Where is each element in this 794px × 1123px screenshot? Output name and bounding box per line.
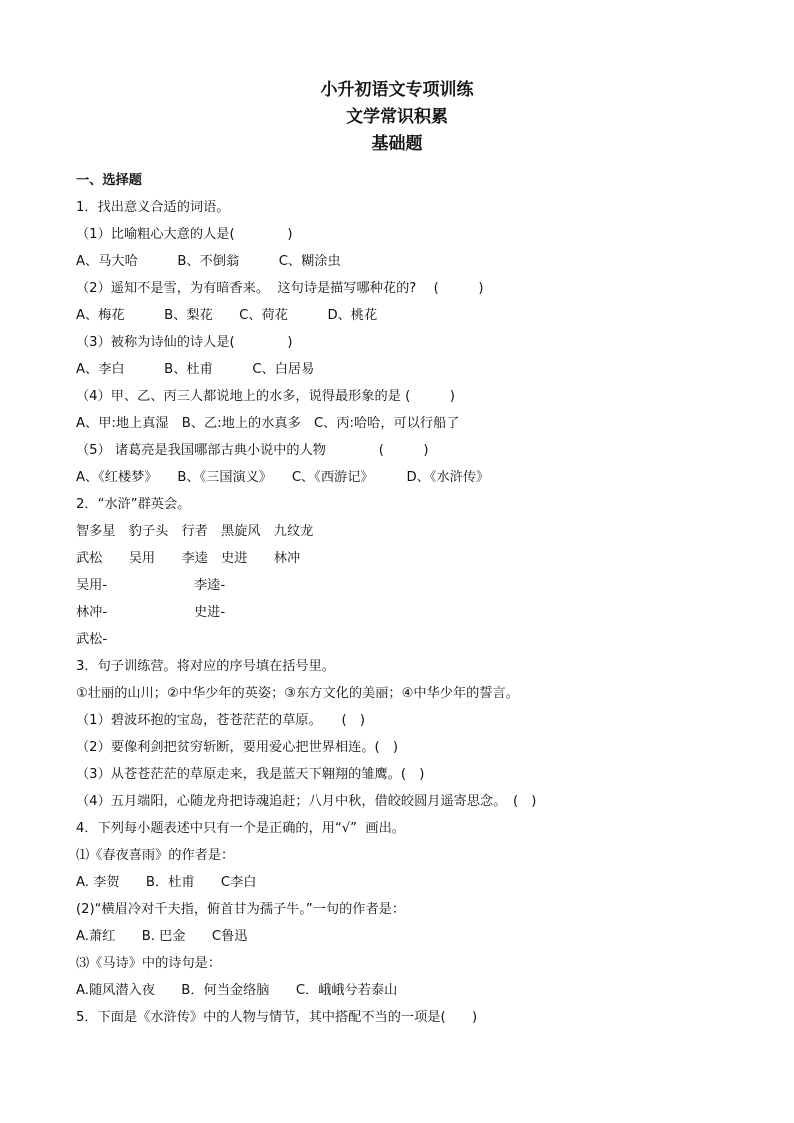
nickname-list: 智多星 豹子头 行者 黑旋风 九纹龙	[76, 524, 314, 539]
answer-options: A、《红楼梦》 B、《三国演义》 C、《西游记》 D、《水浒传》	[76, 470, 490, 485]
document-title: 小升初语文专项训练	[320, 80, 474, 100]
answer-options: A、马大哈 B、不倒翁 C、糊涂虫	[76, 254, 341, 269]
sub-question: （3）从苍苍茫茫的草原走来，我是蓝天下翱翔的雏鹰。( )	[76, 767, 425, 782]
match-item: 吴用-	[76, 578, 108, 593]
match-item: 李逵-	[194, 578, 226, 593]
sub-question: （2）遥知不是雪，为有暗香来。 这句诗是描写哪种花的? ( )	[76, 281, 484, 296]
sub-question: （3）被称为诗仙的诗人是( )	[76, 335, 293, 350]
sub-question: （5） 诸葛亮是我国哪部古典小说中的人物 ( )	[76, 443, 429, 458]
match-item: 武松-	[76, 632, 108, 647]
question-4: 4．下列每小题表述中只有一个是正确的，用“√” 画出。	[76, 821, 405, 836]
sub-question: ⑴《春夜喜雨》的作者是：	[76, 848, 235, 863]
answer-options: A、梅花 B、梨花 C、荷花 D、桃花	[76, 308, 378, 323]
choice-key: ①壮丽的山川；②中华少年的英姿；③东方文化的美丽；④中华少年的誓言。	[76, 686, 519, 701]
answer-options: A. 李贺 B．杜甫 C李白	[76, 875, 257, 890]
question-3: 3．句子训练营。将对应的序号填在括号里。	[76, 659, 335, 674]
question-5: 5．下面是《水浒传》中的人物与情节，其中搭配不当的一项是( )	[76, 1010, 478, 1025]
sub-question: (2)“横眉冷对千夫指，俯首甘为孺子牛。”一句的作者是：	[76, 902, 406, 917]
sub-question: ⑶《马诗》中的诗句是：	[76, 956, 222, 971]
question-2: 2．“水浒”群英会。	[76, 497, 191, 512]
answer-options: A.萧红 B. 巴金 C鲁迅	[76, 929, 248, 944]
answer-options: A、甲:地上真湿 B、乙:地上的水真多 C、丙:哈哈，可以行船了	[76, 416, 460, 431]
match-item: 史进-	[194, 605, 226, 620]
character-list: 武松 吴用 李逵 史进 林冲	[76, 551, 301, 566]
match-item: 林冲-	[76, 605, 108, 620]
sub-question: （2）要像利剑把贫穷斩断，要用爱心把世界相连。( )	[76, 740, 398, 755]
difficulty-label: 基础题	[371, 134, 423, 154]
answer-options: A、李白 B、杜甫 C、白居易	[76, 362, 315, 377]
answer-options: A.随风潜入夜 B．何当金络脑 C．峨峨兮若泰山	[76, 983, 398, 998]
sub-question: （1）碧波环抱的宝岛，苍苍茫茫的草原。 ( )	[76, 713, 366, 728]
document-subtitle: 文学常识积累	[346, 107, 448, 127]
sub-question: （4）甲、乙、丙三人都说地上的水多，说得最形象的是 ( )	[76, 389, 455, 404]
section-heading: 一、选择题	[76, 173, 142, 188]
sub-question: （4）五月端阳，心随龙舟把诗魂追赶；八月中秋，借皎皎圆月遥寄思念。 ( )	[76, 794, 537, 809]
sub-question: （1）比喻粗心大意的人是( )	[76, 227, 293, 242]
question-1: 1．找出意义合适的词语。	[76, 200, 230, 215]
